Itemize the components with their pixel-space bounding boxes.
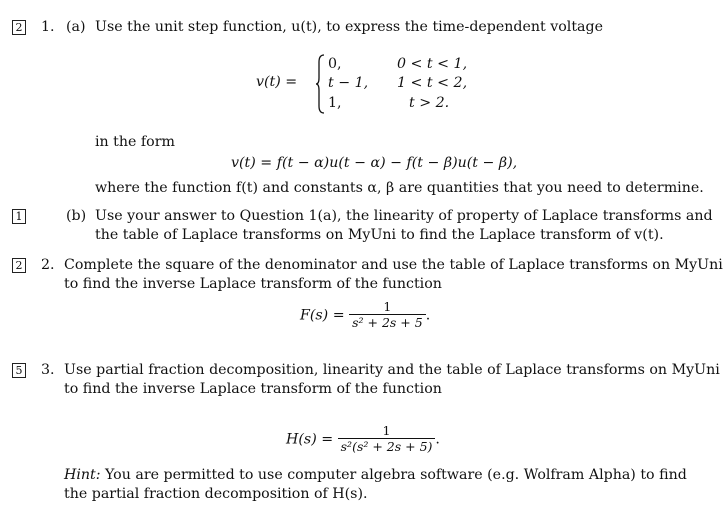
- marks-box-q3: 5: [12, 363, 26, 378]
- q3-lhs: H(s) =: [286, 431, 334, 448]
- piecewise-value-2: t − 1,: [328, 75, 369, 91]
- q3-number: 3.: [41, 362, 55, 378]
- piecewise-value-1: 0,: [328, 56, 342, 72]
- form-equation: v(t) = f(t − α)u(t − α) − f(t − β)u(t − β),: [231, 155, 518, 171]
- hint-line-1: [64, 467, 687, 483]
- q3-denominator: s²(s² + 2s + 5): [338, 438, 436, 454]
- piecewise-value-3: 1,: [328, 95, 342, 111]
- q1b-label: (b): [66, 208, 87, 224]
- piecewise-lhs: v(t) =: [256, 74, 298, 90]
- q1-number: 1.: [41, 19, 55, 35]
- in-the-form-text: in the form: [95, 134, 175, 150]
- q1a-text: Use the unit step function, u(t), to express the time-dependent voltage: [95, 19, 603, 35]
- hint-text-1: You are permitted to use computer algebra software (e.g. Wolfram Alpha) to find: [105, 467, 687, 483]
- q1a-label: (a): [66, 19, 86, 35]
- q3-equation: [286, 424, 440, 455]
- left-brace-icon: [315, 54, 325, 114]
- marks-box-q1a: 2: [12, 20, 26, 35]
- q2-denominator: s² + 2s + 5: [349, 314, 426, 330]
- marks-box-q1b: 1: [12, 209, 26, 224]
- q3-line-2: to find the inverse Laplace transform of the function: [64, 381, 442, 397]
- q2-numerator: 1: [383, 299, 392, 314]
- where-text: where the function f(t) and constants α, β are quantities that you need to determine.: [95, 180, 704, 196]
- piecewise-cond-1: 0 < t < 1,: [397, 56, 468, 72]
- q2-lhs: F(s) =: [300, 307, 345, 324]
- q2-fraction: [349, 300, 426, 331]
- hint-label: Hint:: [64, 467, 101, 483]
- q1b-line-1: Use your answer to Question 1(a), the linearity of property of Laplace transforms and: [95, 208, 713, 224]
- q3-fraction: [338, 424, 436, 455]
- q3-numerator: 1: [382, 423, 391, 438]
- piecewise-cond-2: 1 < t < 2,: [397, 75, 468, 91]
- piecewise-cond-3: t > 2.: [409, 95, 450, 111]
- q2-equation: [300, 300, 430, 331]
- q2-line-2: to find the inverse Laplace transform of the function: [64, 276, 442, 292]
- q2-line-1: Complete the square of the denominator and use the table of Laplace transforms on MyUni: [64, 257, 723, 273]
- q3-line-1: Use partial fraction decomposition, linearity and the table of Laplace transforms on MyUni: [64, 362, 720, 378]
- q2-end: .: [425, 307, 431, 324]
- q2-number: 2.: [41, 257, 55, 273]
- marks-box-q2: 2: [12, 258, 26, 273]
- q1b-line-2: the table of Laplace transforms on MyUni to find the Laplace transform of v(t).: [95, 227, 664, 243]
- hint-line-2: the partial fraction decomposition of H(s).: [64, 486, 368, 502]
- q3-end: .: [435, 431, 440, 448]
